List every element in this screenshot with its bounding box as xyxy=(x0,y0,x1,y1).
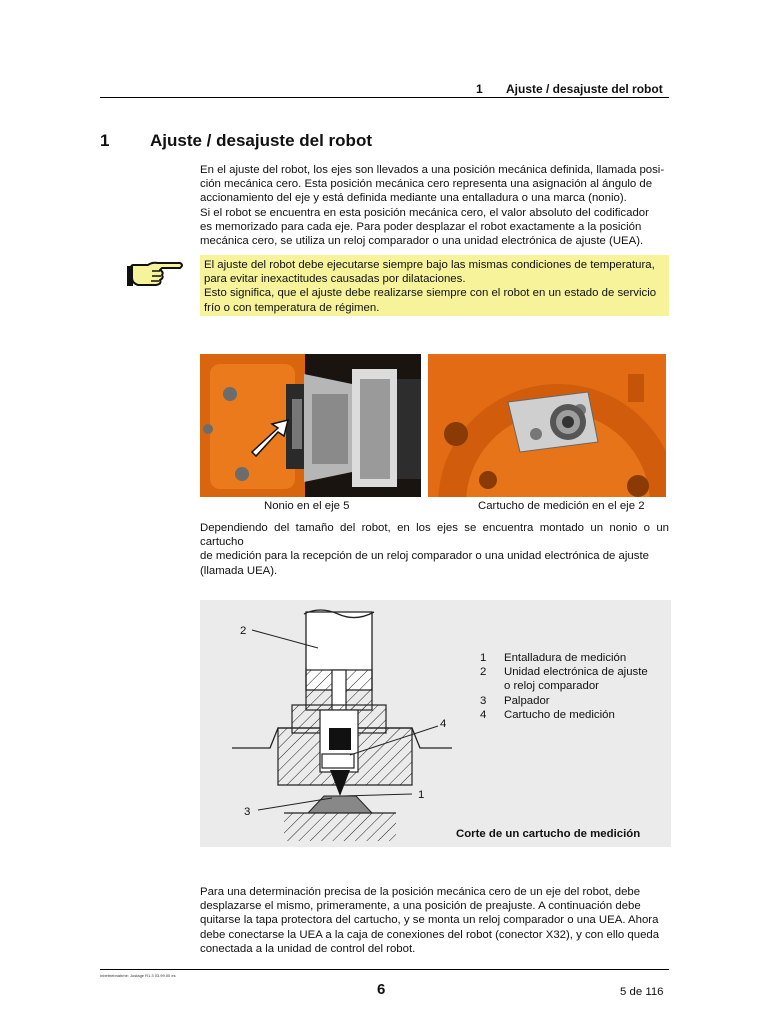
paragraph-procedure xyxy=(200,885,669,956)
text-line: conectada a la unidad de control del robot. xyxy=(200,942,416,955)
callout-number: 1 xyxy=(418,789,425,801)
page-of-total: 5 de 116 xyxy=(620,986,664,998)
photo-caption-vernier: Nonio en el eje 5 xyxy=(264,500,350,512)
header-title: Ajuste / desajuste del robot xyxy=(506,82,663,96)
text-line: Para una determinación precisa de la posición mecánica cero de un eje del robot, debe xyxy=(200,886,641,898)
photo-cartridge-axis2 xyxy=(428,354,666,497)
legend-text: Unidad electrónica de ajuste xyxy=(504,666,648,679)
figure-caption: Corte de un cartucho de medición xyxy=(456,828,641,840)
legend-item xyxy=(480,665,648,679)
header-rule xyxy=(100,97,669,98)
legend-text: o reloj comparador xyxy=(504,680,599,693)
legend-text: Entalladura de medición xyxy=(504,652,627,664)
chapter-title: Ajuste / desajuste del robot xyxy=(150,131,372,150)
text-line: Si el robot se encuentra en esta posición mecánica cero, el valor absoluto del codificador xyxy=(200,206,649,219)
text-line: En el ajuste del robot, los ejes son llevados a una posición mecánica definida, llamada posi- xyxy=(200,164,665,176)
callout-number: 3 xyxy=(244,806,251,818)
text-line: de medición para la recepción de un reloj comparador o una unidad electrónica de ajuste xyxy=(200,550,649,563)
page-number: 6 xyxy=(377,981,386,998)
legend-number: 3 xyxy=(480,694,487,707)
legend-number xyxy=(480,679,504,693)
text-line: debe conectarse la UEA a la caja de conexiones del robot (conector X32), y con ello queda xyxy=(200,928,660,941)
callout-number: 4 xyxy=(440,718,447,730)
footer-rule xyxy=(100,969,669,970)
pointing-hand-icon xyxy=(126,258,184,290)
legend-text: Cartucho de medición xyxy=(504,708,615,721)
legend-item xyxy=(480,679,648,693)
callout-number: 2 xyxy=(240,625,247,637)
note-box xyxy=(200,255,669,316)
legend-item xyxy=(480,708,648,722)
header-chapter-number: 1 xyxy=(476,82,483,96)
text-line: (llamada UEA). xyxy=(200,564,278,577)
figure-legend xyxy=(480,651,648,722)
text-line: accionamiento del eje y está definida mediante una entalladura o una marca (nonio). xyxy=(200,192,627,205)
text-line: mecánica cero, se utiliza un reloj comparador o una unidad electrónica de ajuste (UEA). xyxy=(200,235,644,248)
legend-number: 2 xyxy=(480,666,487,679)
note-line: para evitar inexactitudes causadas por dilataciones. xyxy=(204,273,466,286)
legend-number: 4 xyxy=(480,708,487,721)
chapter-number: 1 xyxy=(100,131,110,150)
legend-number: 1 xyxy=(480,652,487,664)
note-line: frío o con temperatura de régimen. xyxy=(204,301,380,314)
paragraph-mounting xyxy=(200,521,669,578)
text-line: ción mecánica cero. Esta posición mecánica cero representa una asignación al ángulo de xyxy=(200,178,653,191)
text-line: Dependiendo del tamaño del robot, en los ejes se encuentra montado un nonio o un cartucho xyxy=(200,522,669,549)
legend-item xyxy=(480,694,648,708)
legend-text: Palpador xyxy=(504,694,550,707)
text-line: quitarse la tapa protectora del cartucho, y se monta un reloj comparador o una UEA. Ahora xyxy=(200,914,659,927)
photo-caption-cartridge: Cartucho de medición en el eje 2 xyxy=(478,500,645,512)
note-line: El ajuste del robot debe ejecutarse siempre bajo las mismas condiciones de temperatura, xyxy=(204,259,655,271)
legend-item xyxy=(480,651,648,665)
text-line: desplazarse el mismo, primeramente, a una posición de preajuste. A continuación debe xyxy=(200,900,641,913)
figure-cartridge-section xyxy=(200,600,671,847)
footer-file-reference: Inbetriebnahme: Justage R1.3 03.99.00 es xyxy=(100,973,176,978)
photo-vernier-axis5 xyxy=(200,354,421,497)
text-line: es memorizado para cada eje. Para poder desplazar el robot exactamente a la posición xyxy=(200,220,642,233)
note-line: Esto significa, que el ajuste debe realizarse siempre con el robot en un estado de servicio xyxy=(204,287,657,300)
paragraph-intro xyxy=(200,163,669,248)
